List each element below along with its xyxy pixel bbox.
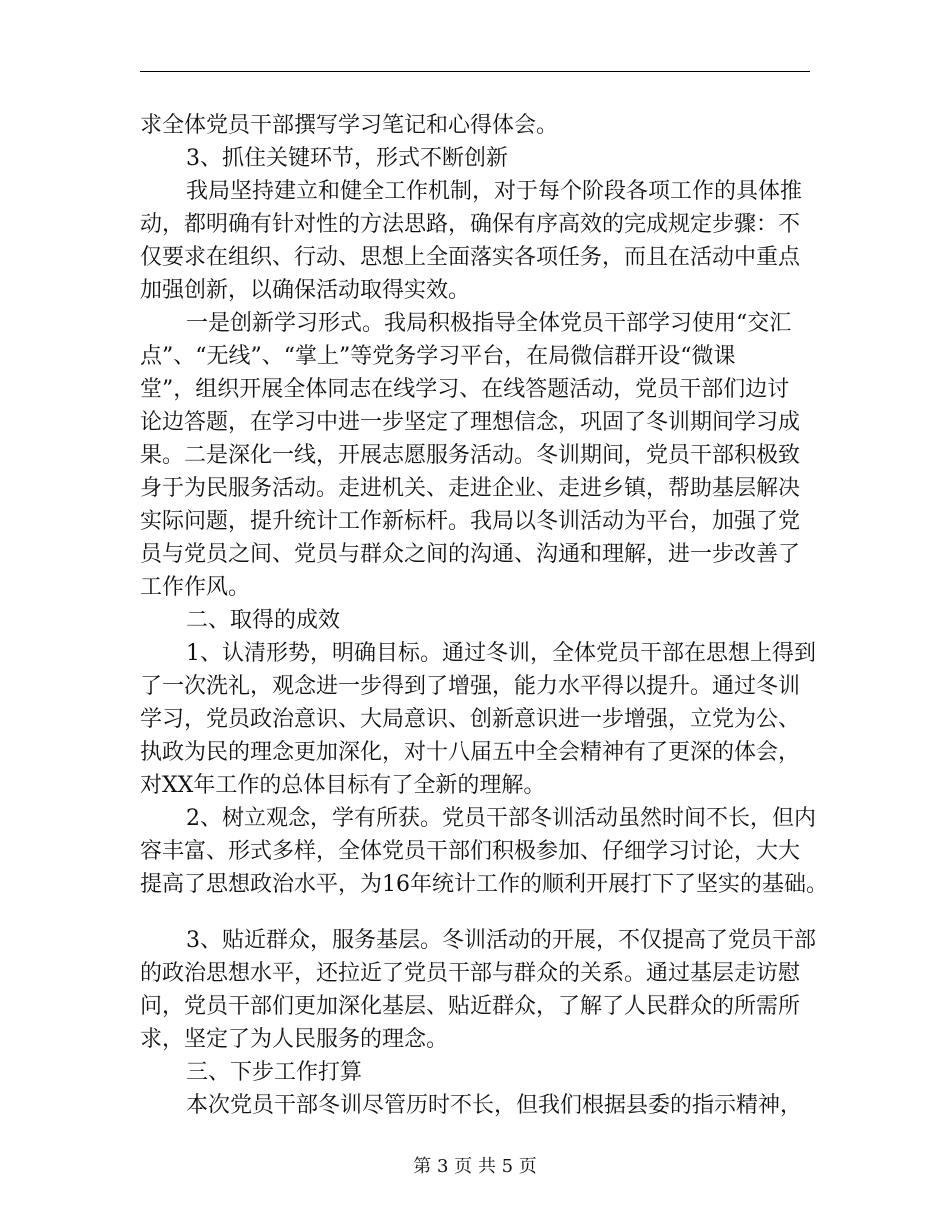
- text-line: 堂”，组织开展全体同志在线学习、在线答题活动，党员干部们边讨: [140, 377, 790, 402]
- text-line: 一是创新学习形式。我局积极指导全体党员干部学习使用“交汇: [186, 311, 792, 336]
- text-line: 果。二是深化一线，开展志愿服务活动。冬训期间，党员干部积极致: [140, 443, 801, 468]
- text-line: 了一次洗礼，观念进一步得到了增强，能力水平得以提升。通过冬训: [140, 674, 801, 699]
- text-line: 工作作风。: [140, 575, 251, 600]
- section-heading: 三、下步工作打算: [186, 1060, 363, 1085]
- text-line: 执政为民的理念更加深化，对十八届五中全会精神有了更深的体会，: [140, 740, 801, 765]
- text-line: 3、贴近群众，服务基层。冬训活动的开展，不仅提高了党员干部: [186, 928, 816, 953]
- text-line: 实际问题，提升统计工作新标杆。我局以冬训活动为平台，加强了党: [140, 509, 801, 534]
- text-line: 1、认清形势，明确目标。通过冬训，全体党员干部在思想上得到: [186, 641, 816, 666]
- page-footer: 第 3 页 共 5 页: [413, 1156, 537, 1177]
- text-line: 问，党员干部们更加深化基层、贴近群众，了解了人民群众的所需所: [140, 994, 801, 1019]
- text-line: 2、树立观念，学有所获。党员干部冬训活动虽然时间不长，但内: [186, 806, 816, 831]
- text-line: 的政治思想水平，还拉近了党员干部与群众的关系。通过基层走访慰: [140, 961, 801, 986]
- text-line: 员与党员之间、党员与群众之间的沟通、沟通和理解，进一步改善了: [140, 542, 801, 567]
- text-line: 点”、“无线”、“掌上”等党务学习平台，在局微信群开设“微课: [140, 344, 736, 369]
- text-line: 求，坚定了为人民服务的理念。: [140, 1027, 449, 1052]
- text-line: 论边答题，在学习中进一步坚定了理想信念，巩固了冬训期间学习成: [140, 410, 801, 435]
- text-line: 加强创新，以确保活动取得实效。: [140, 278, 471, 303]
- text-line: 我局坚持建立和健全工作机制，对于每个阶段各项工作的具体推: [186, 179, 803, 204]
- text-line: 学习，党员政治意识、大局意识、创新意识进一步增强，立党为公、: [140, 707, 801, 732]
- text-line: 身于为民服务活动。走进机关、走进企业、走进乡镇，帮助基层解决: [140, 476, 801, 501]
- text-line: 本次党员干部冬训尽管历时不长，但我们根据县委的指示精神，: [186, 1093, 803, 1118]
- text-line: 提高了思想政治水平，为16年统计工作的顺利开展打下了坚实的基础。: [140, 872, 828, 897]
- section-heading: 3、抓住关键环节，形式不断创新: [186, 146, 508, 171]
- text-line: 动，都明确有针对性的方法思路，确保有序高效的完成规定步骤：不: [140, 212, 801, 237]
- text-line: 求全体党员干部撰写学习笔记和心得体会。: [140, 113, 559, 138]
- text-line: 容丰富、形式多样，全体党员干部们积极参加、仔细学习讨论，大大: [140, 839, 801, 864]
- section-heading: 二、取得的成效: [186, 608, 341, 633]
- text-line: 对XX年工作的总体目标有了全新的理解。: [140, 773, 546, 798]
- text-line: 仅要求在组织、行动、思想上全面落实各项任务，而且在活动中重点: [140, 245, 801, 270]
- header-rule: [140, 71, 810, 72]
